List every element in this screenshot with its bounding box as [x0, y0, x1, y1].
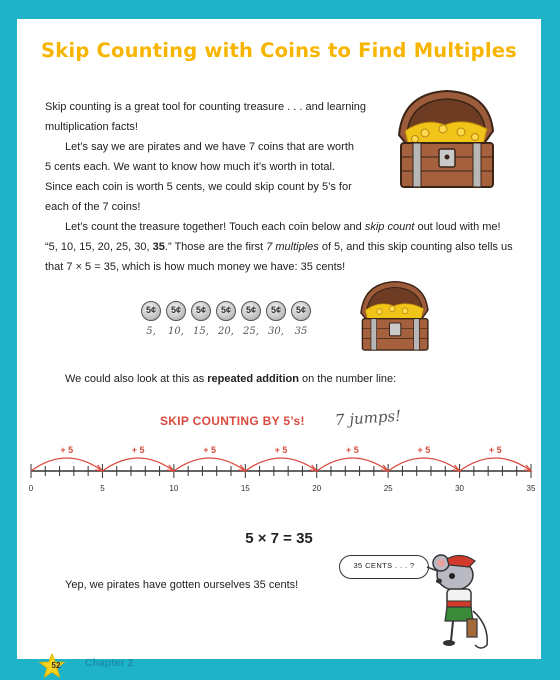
coin-count-label: 30, [268, 326, 284, 337]
count-line-1: Let’s count the treasure together! Touch each coin below and skip count out loud with me! [65, 221, 501, 233]
jump-arrow [388, 458, 459, 471]
count-line-3: that 7 × 5 = 35, which is how much money we have: 35 cents! [45, 261, 346, 273]
page [17, 19, 541, 670]
coin-count-label: 15, [193, 326, 209, 337]
intro-line-1: Skip counting is a great tool for counting treasure . . . and learning [45, 101, 367, 113]
jump-label: + 5 [60, 445, 74, 455]
coin-count-label: 25, [243, 326, 259, 337]
jump-arrow [31, 458, 102, 471]
repeated-addition-line: We could also look at this as repeated addition on the number line: [65, 373, 397, 385]
number-line-label: 15 [240, 484, 250, 493]
equation: 5 × 7 = 35 [245, 530, 313, 547]
number-line-label: 35 [526, 484, 536, 493]
page-title: Skip Counting with Coins to Find Multiples [41, 39, 517, 62]
coin-icon: 5¢ [241, 301, 261, 321]
jump-label: + 5 [346, 445, 359, 455]
coin-icon: 5¢ [266, 301, 286, 321]
jump-arrow [102, 458, 173, 471]
coin-count-label: 10, [168, 326, 184, 337]
coin-count-label: 20, [218, 326, 234, 337]
jump-label: + 5 [131, 445, 145, 455]
pirates-line-1: Let’s say we are pirates and we have 7 coins that are worth [65, 141, 355, 153]
number-line [17, 439, 541, 509]
treasure-chest-small-image [351, 277, 435, 359]
jump-arrow [460, 458, 531, 471]
number-line-label: 20 [312, 484, 322, 493]
number-line-label: 25 [383, 484, 393, 493]
speech-bubble: 35 CENTS . . . ? [339, 555, 429, 579]
jump-label: + 5 [203, 445, 216, 455]
jump-arrow [317, 458, 388, 471]
coin-icon: 5¢ [216, 301, 236, 321]
coin-icon: 5¢ [191, 301, 211, 321]
jump-label: + 5 [488, 445, 502, 455]
jump-arrow [174, 458, 245, 471]
number-line-title: SKIP COUNTING BY 5’s! [160, 414, 305, 428]
jumps-note: 7 jumps! [334, 406, 402, 430]
page-number: 52 [51, 661, 61, 670]
coin-count-label: 5, [146, 326, 156, 337]
coin-count-label: 35 [294, 326, 308, 337]
count-line-2: “5, 10, 15, 20, 25, 30, 35.” Those are the first 7 multiples of 5, and this skip counting also tells us [45, 241, 513, 253]
jump-arrow [245, 458, 316, 471]
intro-line-2: multiplication facts! [45, 121, 138, 133]
pirates-line-2: 5 cents each. We want to know how much it’s worth in total. [45, 161, 336, 173]
coin-icon: 5¢ [166, 301, 186, 321]
jump-label: + 5 [274, 445, 288, 455]
pirate-mouse-image [417, 545, 507, 653]
chapter-label: Chapter 2 [85, 657, 134, 669]
coin-icon: 5¢ [141, 301, 161, 321]
pirates-line-4: each of the 7 coins! [45, 201, 141, 213]
closing-line: Yep, we pirates have gotten ourselves 35 cents! [65, 579, 299, 591]
treasure-chest-image [385, 87, 503, 197]
number-line-label: 5 [100, 484, 105, 493]
jump-label: + 5 [417, 445, 431, 455]
number-line-label: 30 [455, 484, 465, 493]
number-line-label: 0 [28, 484, 34, 493]
coin-icon: 5¢ [291, 301, 311, 321]
number-line-label: 10 [169, 484, 179, 493]
pirates-line-3: Since each coin is worth 5 cents, we could skip count by 5’s for [45, 181, 352, 193]
